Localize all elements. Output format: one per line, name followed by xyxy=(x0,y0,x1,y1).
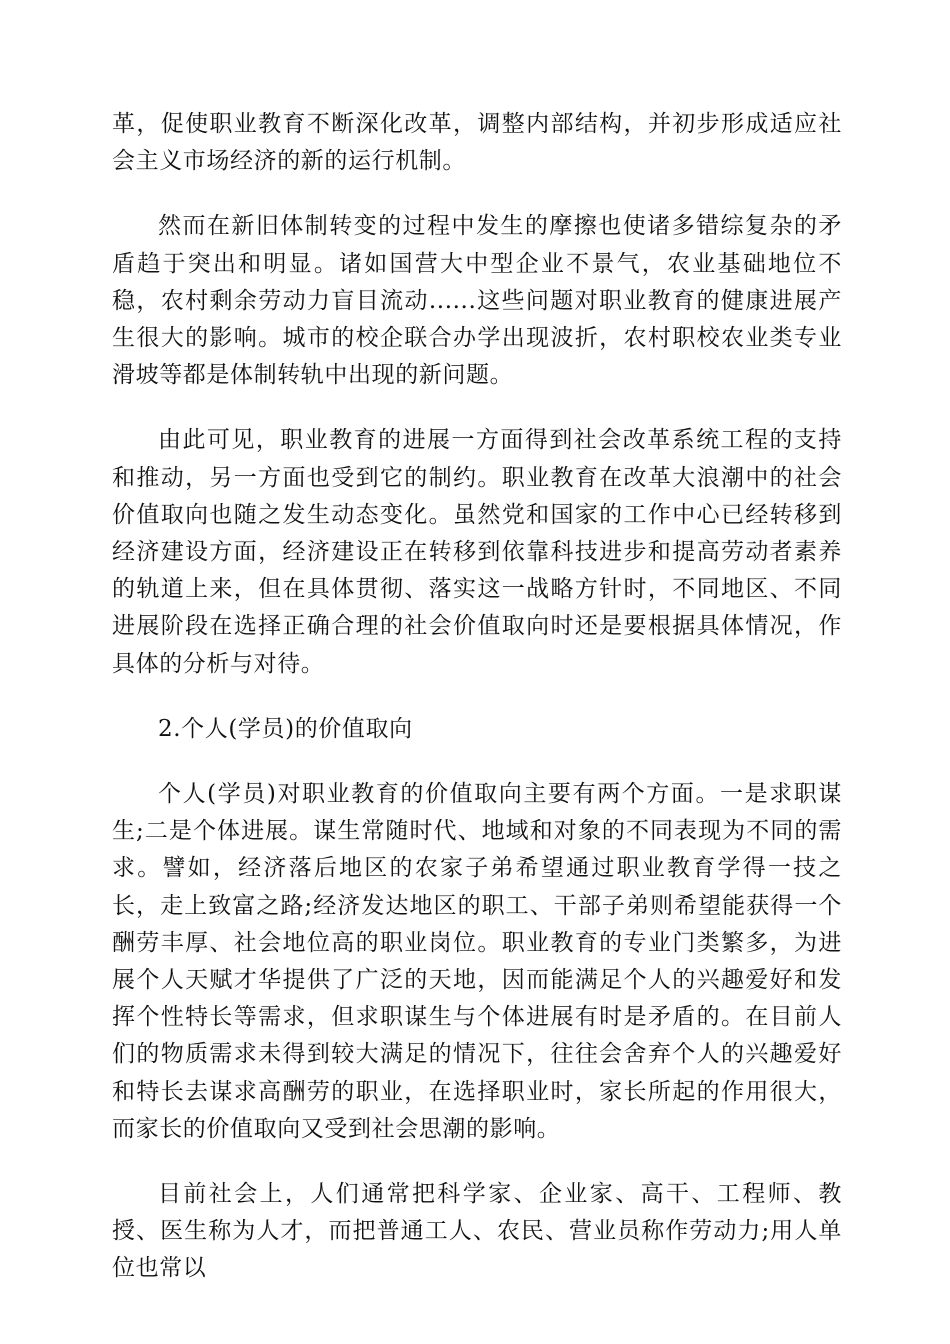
paragraph-social-value: 由此可见，职业教育的进展一方面得到社会改革系统工程的支持和推动，另一方面也受到它的制约。职业教育在改革大浪潮中的社会价值取向也随之发生动态变化。虽然党和国家的工作中心已经转移到经济建设方面，经济建设正在转移到依靠科技进步和提高劳动者素养的轨道上来，但在具体贯彻、落实这一战略方针时，不同地区、不同进展阶段在选择正确合理的社会价值取向时还是要根据具体情况，作具体的分析与对待。 xyxy=(112,427,842,677)
paragraph-system-friction: 然而在新旧体制转变的过程中发生的摩擦也使诸多错综复杂的矛盾趋于突出和明显。诸如国营大中型企业不景气，农业基础地位不稳，农村剩余劳动力盲目流动......这些问题对职业教育的健康进展产生很大的影响。城市的校企联合办学出现波折，农村职校农业类专业滑坡等都是体制转轨中出现的新问题。 xyxy=(112,213,842,389)
section-heading-individual-value: 2.个人(学员)的价值取向 xyxy=(158,715,413,742)
document-body xyxy=(112,106,842,1316)
paragraph-continuation: 革，促使职业教育不断深化改革，调整内部结构，并初步形成适应社会主义市场经济的新的运行机制。 xyxy=(112,111,842,175)
paragraph-individual-value: 个人(学员)对职业教育的价值取向主要有两个方面。一是求职谋生;二是个体进展。谋生常随时代、地域和对象的不同表现为不同的需求。譬如，经济落后地区的农家子弟希望通过职业教育学得一技之长，走上致富之路;经济发达地区的职工、干部子弟则希望能获得一个酬劳丰厚、社会地位高的职业岗位。职业教育的专业门类繁多，为进展个人天赋才华提供了广泛的天地，因而能满足个人的兴趣爱好和发挥个性特长等需求，但求职谋生与个体进展有时是矛盾的。在目前人们的物质需求未得到较大满足的情况下，往往会舍弃个人的兴趣爱好和特长去谋求高酬劳的职业，在选择职业时，家长所起的作用很大，而家长的价值取向又受到社会思潮的影响。 xyxy=(112,781,842,1142)
paragraph-talent-view: 目前社会上，人们通常把科学家、企业家、高干、工程师、教授、医生称为人才，而把普通工人、农民、营业员称作劳动力;用人单位也常以 xyxy=(112,1181,842,1282)
